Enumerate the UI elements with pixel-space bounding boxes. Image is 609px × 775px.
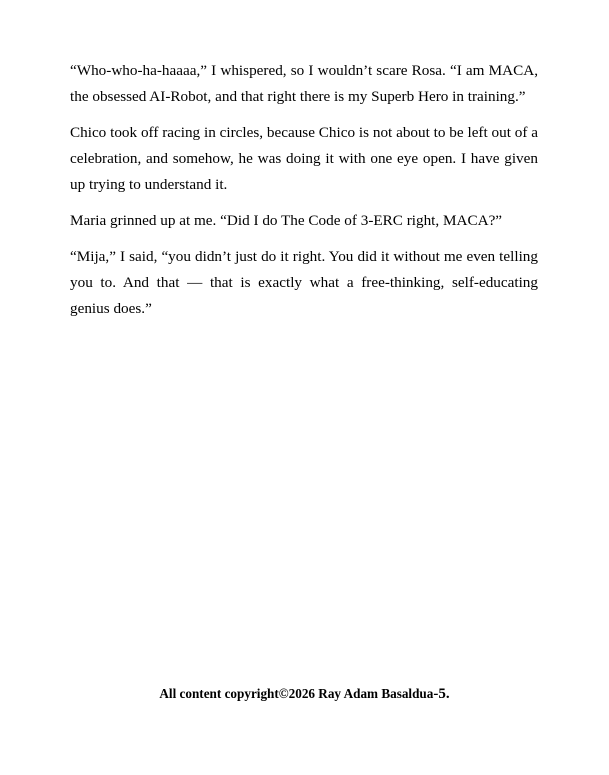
page-number: -5.: [433, 686, 450, 702]
paragraph: “Mija,” I said, “you didn’t just do it right. You did it without me even telling you to. And that — that is exactly what a free-thinking, self-educating genius does.”: [70, 248, 538, 317]
paragraph: Chico took off racing in circles, because Chico is not about to be left out of a celebration, and somehow, he was doing it with one eye open. I have given up trying to understand it.: [70, 124, 538, 193]
paragraph: “Who-who-ha-haaaa,” I whispered, so I wouldn’t scare Rosa. “I am MACA, the obsessed AI-Robot, and that right there is my Superb Hero in training.”: [70, 62, 538, 105]
page-footer: [0, 684, 609, 704]
story-text: [70, 58, 538, 332]
copyright-notice: All content copyright©2026 Ray Adam Basaldua: [159, 686, 434, 701]
paragraph: Maria grinned up at me. “Did I do The Code of 3-ERC right, MACA?”: [70, 212, 503, 229]
